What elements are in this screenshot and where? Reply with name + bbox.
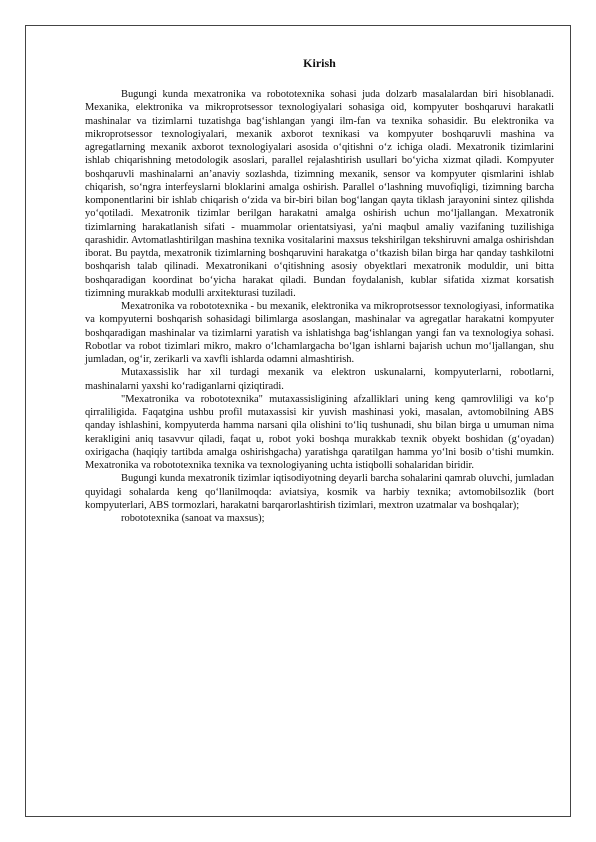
paragraph: Bugungi kunda mexatronik tizimlar iqtisodiyotning deyarli barcha sohalarini qamrab oluvchi, jumladan quyidagi sohalarda keng qo‘llanilmoqda: aviatsiya, kosmik va harbiy texnika; avtomobilsozlik (bort kompyuterlari, ABS tormozlari, harakatni barqarorlashtirish tizimlari, mextron uzatmalar va boshqalar); <box>85 473 554 511</box>
paragraph: "Mexatronika va robototexnika" mutaxassisligining afzalliklari uning keng qamrovliligi va ko‘p qirraliligida. Faqatgina ushbu profil mutaxassisi kir yuvish mashinasi yoki, masalan, avtomobilning ABS qanday ishlashini, kompyuterda hamma narsani qila olishini to‘liq tushunadi, shu bilan birga u umuman nima kerakligini aniq tasavvur qiladi, faqat u, robot yoki boshqa murakkab texnik obyekt boshidan (g‘oyadan) oxirigacha (haqiqiy tartibda amalga oshirishgacha) yaratishga qaratilgan hamma yo‘lni bosib o‘tishi mumkin. Mexatronika va robototexnika texnika va texnologiyaning uchta istiqbolli sohalaridan biridir. <box>85 393 554 471</box>
paragraph: Bugungi kunda mexatronika va robototexnika sohasi juda dolzarb masalalardan biri hisoblanadi. Mexanika, elektronika va mikroprotsessor texnologiyalari sohasiga oid, kompyuter boshqaruvi harakatli mashinalar va tizimlarni tuzatishga bag‘ishlangan yangi ilm-fan va texnika sohasidir. Bu elektronika va mikroprotsessor texnologiyalari, mexanik axborot texnikasi va kompyuter boshqaruvli mashina va agregatlarning mexanik axborot texnologiyalari asosida o‘qitishni o‘z ichiga oladi. Mexatronik tizimlarini ishlab chiqarishning metodologik asoslari, parallel rejalashtirish usullari bo‘yicha xizmat qiladi. Kompyuter boshqaruvli mashinalarni an’anaviy sozlashda, tizimning mexanik, sensor va kompyuter qismlarini ishlab chiqarish, so‘ngra interfeyslarni bloklarini amalga oshirish. Parallel o‘lashning muvofiqligi, tizimning barcha komponentlarini bir ishlab chiqarish o‘zida va bir-biri bilan bog‘langan qayta tiklash jarayonini sintez qilishda yo‘qotiladi. Mexatronik tizimlar berilgan harakatni amalga oshirish uchun mo‘ljallangan. Mexatronik tizimlarning harakatlanish sifati - muammolar orientatsiyasi, ya'ni maqbul amaliy vazifaning tuzilishiga qarashidir. Avtomatlashtirilgan mashina texnika vositalarini maxsus tekshirilgan tekshiruvni amalga oshirishdan iborat. Bu paytda, mexatronik tizimlarning boshqaruvini harakatga o‘tkazish bilan birga har qanday tashkilotni boshqarish talab qilinadi. Mexatronikani o‘qitishning asosiy obyektlari mexatronik moduldir, uni bitta boshqaradigan koordinat bo‘yicha harakat qiladi. Bundan foydalanish, kublar sifatida xizmat korsatish tizimning murakkab modulli arxitekturasi tuziladi. <box>85 89 554 299</box>
paragraph: Mexatronika va robototexnika - bu mexanik, elektronika va mikroprotsessor texnologiyasi, informatika va kompyuterni boshqarish sohasidagi bilimlarga asoslangan, mashinalar va agregatlar harakatni kompyuter boshqaradigan mashinalar va tizimlarni yaratish va ishlatishga bag‘ishlangan yangi fan va texnologiya sohasi. Robotlar va robot tizimlari mikro, makro o‘lchamlargacha bo‘lgan ishlarni bajarish uchun mo‘ljallangan, shu jumladan, og‘ir, zerikarli va xavfli ishlarda odamni almashtirish. <box>85 301 554 365</box>
page-title: Kirish <box>303 56 336 70</box>
paragraph: robototexnika (sanoat va maxsus); <box>121 513 265 524</box>
document-body <box>85 56 554 525</box>
paragraph: Mutaxassislik har xil turdagi mexanik va elektron uskunalarni, kompyuterlarni, robotlarni, mashinalarni yaxshi ko‘radiganlarni qiziqtiradi. <box>85 367 554 392</box>
